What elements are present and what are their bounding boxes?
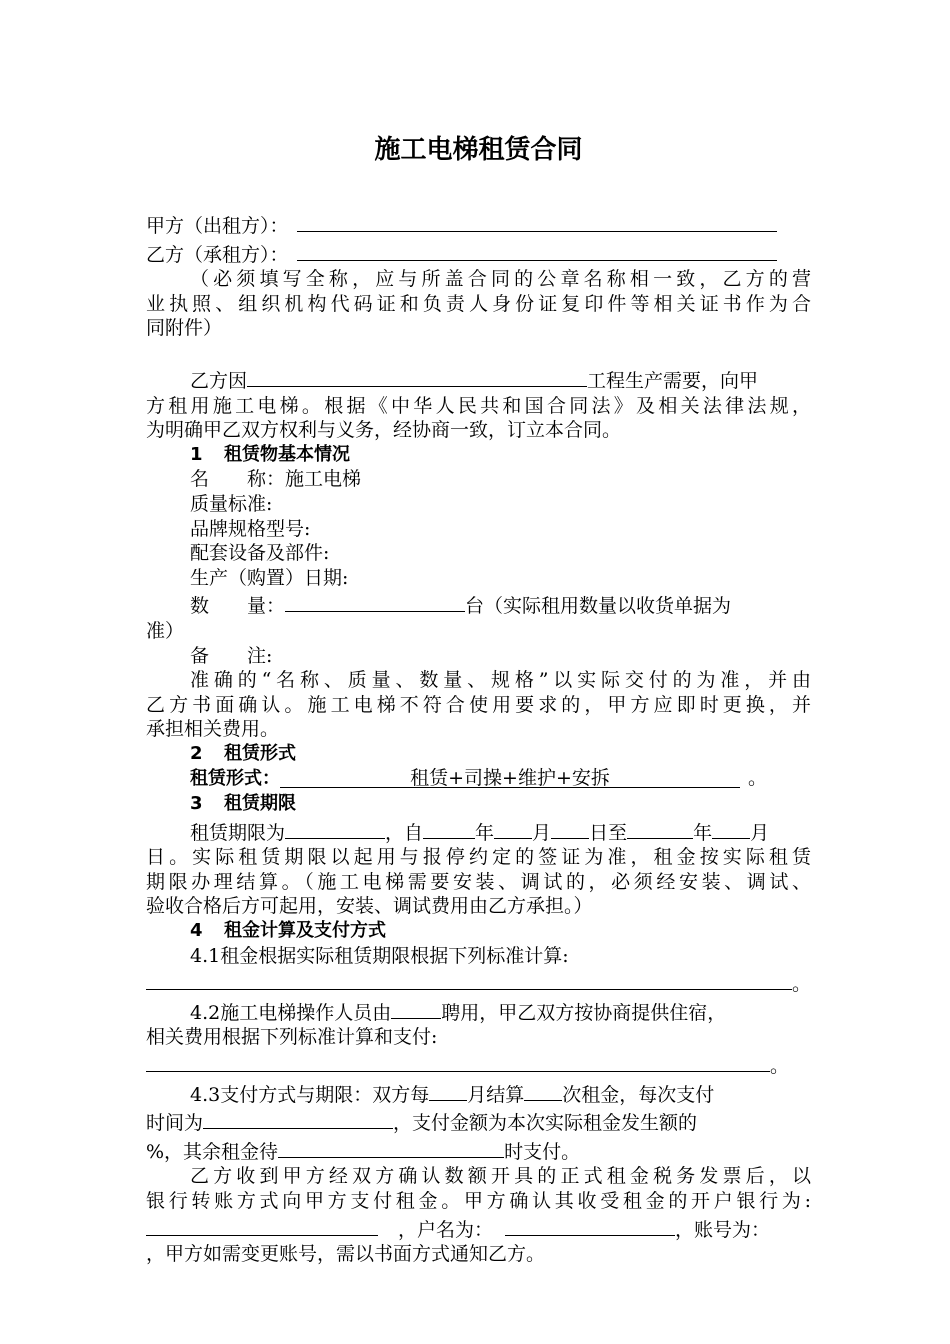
section-1-number: 1 [190,443,203,465]
section-1-title: 租赁物基本情况 [224,443,350,465]
operator-fee-blank[interactable] [146,1050,770,1072]
term-length-blank[interactable] [285,817,385,839]
start-day-blank[interactable] [551,817,589,839]
payment-each: 次租金，每次支付 [562,1083,715,1106]
intro-line-3: 为明确甲乙双方权利与义务，经协商一致，订立本合同。 [146,419,622,442]
intro-start: 乙方因 [190,369,248,392]
confirm-line-2: 乙方书面确认。施工电梯不符合使用要求的，甲方应即时更换，并 [146,693,811,716]
lease-form-line [146,766,811,792]
party-note-line-1: （必须填写全称，应与所盖合同的公章名称相一致，乙方的营 [190,268,811,291]
item-remark: 备 注: [190,644,273,667]
party-b-label: 乙方（承租方）： [146,243,289,266]
section-4-heading [146,919,811,944]
intro-line-1 [146,365,811,394]
party-b-blank[interactable] [297,239,777,261]
payment-line-3 [146,1136,811,1165]
lease-form-label: 租赁形式： [190,768,280,790]
item-equipment: 配套设备及部件: [190,542,330,565]
operator-text: 聘用，甲乙双方按协商提供住宿， [441,1001,727,1024]
party-a-label: 甲方（出租方）： [146,215,289,237]
payment-settle: 月结算 [467,1083,525,1106]
term-month-1: 月 [532,821,552,844]
contract-page [146,128,811,1267]
rent-standard-end: 。 [792,973,812,996]
confirm-line-3: 承担相关费用。 [146,718,280,741]
settle-months-blank[interactable] [429,1079,467,1101]
quantity-label: 数 量： [190,595,286,618]
section-4-title: 租金计算及支付方式 [224,920,386,942]
payment-end: 时支付。 [504,1140,581,1163]
project-name-blank[interactable] [247,365,587,387]
term-from: ，自 [385,821,424,844]
rent-standard-fill-line [146,968,811,997]
bank-line-2: 银行转账方式向甲方支付租金。甲方确认其收受租金的开户银行为: [146,1189,811,1212]
section-3-number: 3 [190,793,203,815]
party-a-line [146,210,811,239]
quantity-unit: 台（实际租用数量以收货单据为 [465,595,732,618]
section-4-number: 4 [190,920,203,942]
bank-line-3 [146,1214,811,1243]
party-a-blank[interactable] [297,210,777,232]
section-3-title: 租赁期限 [224,793,296,815]
rent-standard-blank[interactable] [146,968,792,990]
item-brand-model: 品牌规格型号: [190,517,311,540]
bank-line-4: ，甲方如需变更账号，需以书面方式通知乙方。 [146,1243,546,1266]
term-line-1 [146,817,811,846]
party-b-line [146,239,811,268]
quantity-blank[interactable] [285,590,465,612]
section-3-heading [146,792,811,817]
term-to: 日至 [589,821,628,844]
remaining-payment-blank[interactable] [278,1136,504,1158]
bank-line-1: 乙方收到甲方经双方确认数额开具的正式租金税务发票后，以 [190,1165,811,1188]
operator-label: 4.2施工电梯操作人员由 [190,1001,392,1024]
payment-percent-text: %，其余租金待 [146,1140,279,1163]
start-year-blank[interactable] [423,817,475,839]
item-name: 名 称：施工电梯 [190,468,362,491]
start-month-blank[interactable] [494,817,532,839]
term-year-1: 年 [475,821,495,844]
payment-label: 4.3支付方式与期限：双方每 [190,1083,430,1106]
payment-amount-text: ，支付金额为本次实际租金发生额的 [393,1112,698,1135]
operator-line-1 [146,997,811,1026]
section-2-heading [146,742,811,767]
payment-time-label: 时间为 [146,1112,204,1135]
account-number-label: ，账号为： [675,1218,771,1241]
operator-fill-line [146,1050,811,1079]
bank-name-blank[interactable] [146,1214,378,1236]
item-quantity-line [146,590,811,619]
party-note-line-2: 业执照、组织机构代码证和负责人身份证复印件等相关证书作为合 [146,292,811,315]
rent-standard-line: 4.1租金根据实际租赁期限根据下列标准计算: [190,944,569,967]
section-1-heading [146,443,811,468]
account-name-blank[interactable] [505,1214,675,1236]
section-2-title: 租赁形式 [224,742,296,764]
operator-fee-end: 。 [770,1055,790,1077]
lease-form-end: 。 [748,767,768,790]
end-month-blank[interactable] [712,817,750,839]
term-label: 租赁期限为 [190,821,286,844]
operator-employer-blank[interactable] [391,997,441,1019]
item-production-date: 生产（购置）日期: [190,566,349,589]
term-month-2: 月 [750,821,770,844]
payment-line-1 [146,1079,811,1108]
document-title: 施工电梯租赁合同 [374,135,583,165]
term-year-2: 年 [693,821,713,844]
payment-line-2 [146,1107,811,1136]
term-line-4: 验收合格后方可起用，安装、调试费用由乙方承担。） [146,895,593,918]
item-quality: 质量标准: [190,492,273,515]
quantity-end: 准） [146,619,185,642]
confirm-line-1: 准确的“名称、质量、数量、规格”以实际交付的为准，并由 [190,669,811,692]
section-2-number: 2 [190,742,203,764]
intro-mid: 工程生产需要，向甲 [587,369,759,392]
end-year-blank[interactable] [627,817,693,839]
term-line-3: 期限办理结算。（施工电梯需要安装、调试的，必须经安装、调试、 [146,870,811,893]
payment-time-blank[interactable] [203,1107,393,1129]
settle-times-blank[interactable] [524,1079,562,1101]
lease-form-value[interactable]: 租赁+司操+维护+安拆 [280,766,740,788]
term-line-2: 日。实际租赁期限以起用与报停约定的签证为准，租金按实际租赁 [146,846,811,869]
operator-line-2: 相关费用根据下列标准计算和支付: [146,1026,438,1049]
account-name-label: ，户名为： [398,1218,494,1241]
party-note-line-3: 同附件） [146,317,223,340]
intro-line-2: 方租用施工电梯。根据《中华人民共和国合同法》及相关法律法规， [146,394,811,417]
